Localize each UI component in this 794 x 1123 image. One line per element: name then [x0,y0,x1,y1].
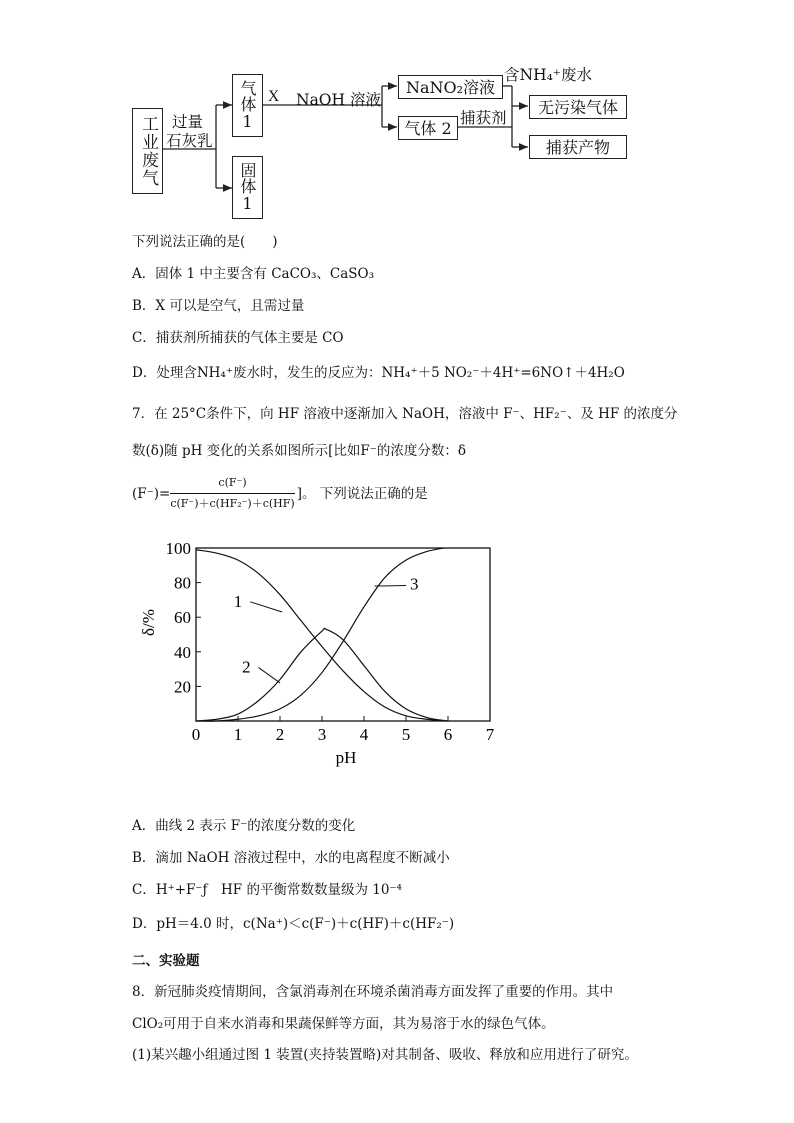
nano2-box [398,75,503,99]
y-tick-label: 100 [165,539,191,558]
curve-1 [196,550,448,721]
curve-1-label: 1 [233,591,243,611]
solid1-box [232,156,263,219]
q7-formula [132,474,428,513]
no-pollution-gas-text: 无污染气体 [537,97,618,117]
section-title: 二、实验题 [132,953,200,969]
q7-option-c: C．H⁺+F⁻ƒ HF 的平衡常数数量级为 10⁻⁴ [132,882,402,898]
gas1-text: 气体1 [238,80,257,131]
curve-3-label: 3 [410,574,419,594]
nh4-wastewater-label: 含NH₄⁺废水 [504,66,592,84]
y-tick-label: 60 [174,608,191,628]
gas2-box [398,116,458,140]
x-tick-label: 0 [191,725,201,744]
curve-2-label: 2 [242,657,251,677]
q7-line2: 数(δ)随 pH 变化的关系如图所示[比如F⁻的浓度分数：δ [132,443,467,459]
naoh-label: NaOH 溶液 [296,91,381,109]
x-tick-label: 5 [401,725,411,744]
q7-formula-fraction [170,474,294,513]
y-tick-label: 80 [174,573,191,593]
chart-frame [196,548,490,721]
capture-product-text: 捕获产物 [545,137,610,157]
lime-label-2: 石灰乳 [166,132,213,150]
capture-agent-label: 捕获剂 [460,109,507,127]
q7-formula-numerator: c(F⁻) [170,474,294,494]
nano2-text: NaNO₂溶液 [405,77,496,97]
q7-option-b: B．滴加 NaOH 溶液过程中，水的电离程度不断减小 [132,850,450,866]
q6-option-d: D．处理含NH₄⁺废水时，发生的反应为：NH₄⁺＋5 NO₂⁻＋4H⁺=6NO↑＋4H₂O [132,365,625,381]
solid1-text: 固体1 [238,162,257,213]
q8-line2: ClO₂可用于自来水消毒和果蔬保鲜等方面，其为易溶于水的绿色气体。 [132,1016,555,1032]
x-tick-label: 4 [359,725,369,744]
x-axis-label: pH [335,748,357,767]
q6-option-b: B．X 可以是空气，且需过量 [132,298,305,314]
q7-option-a: A．曲线 2 表示 F⁻的浓度分数的变化 [132,818,356,834]
curve-2-leader [259,668,280,683]
curve-3-leader [375,586,407,587]
q8-line1: 8．新冠肺炎疫情期间，含氯消毒剂在环境杀菌消毒方面发挥了重要的作用。其中 [132,984,614,1000]
q8-line3: (1)某兴趣小组通过图 1 装置(夹持装置略)对其制备、吸收、释放和应用进行了研究。 [132,1047,638,1063]
q7-formula-tail: ]。 下列说法正确的是 [296,485,428,502]
x-tick-label: 7 [485,725,495,744]
q6-option-c: C．捕获剂所捕获的气体主要是 CO [132,330,344,346]
curve-2 [196,628,448,721]
industrial-waste-gas-text: 工业废气 [138,115,158,187]
x-tick-label: 2 [275,725,285,744]
x-tick-label: 3 [317,725,327,744]
q6-option-a: A．固体 1 中主要含有 CaCO₃、CaSO₃ [132,266,375,282]
q7-option-d: D．pH＝4.0 时，c(Na⁺)＜c(F⁻)＋c(HF)＋c(HF₂⁻) [132,916,455,932]
q7-formula-lhs: (F⁻)= [132,485,171,502]
y-tick-label: 40 [174,642,191,662]
x-tick-label: 1 [233,725,243,744]
q7-line1: 7．在 25°C条件下，向 HF 溶液中逐渐加入 NaOH，溶液中 F⁻、HF₂⁻、及 HF 的浓度分 [132,406,678,422]
flow-arrows [0,0,794,230]
capture-product-box [529,135,627,159]
gas1-box [232,74,263,137]
q7-formula-denominator: c(F⁻)＋c(HF₂⁻)＋c(HF) [170,497,295,510]
curve-1-leader [250,602,282,612]
x-tick-label: 6 [443,725,453,744]
gas2-text: 气体 2 [404,118,452,138]
lime-label-1: 过量 [172,113,204,131]
no-pollution-gas-box [529,95,627,119]
y-tick-label: 20 [174,677,191,697]
industrial-waste-gas-box [132,108,163,194]
y-axis-label: δ/% [139,609,158,636]
curve-3 [196,548,444,721]
q6-stem: 下列说法正确的是( ) [132,234,278,250]
x-label: X [268,88,280,105]
